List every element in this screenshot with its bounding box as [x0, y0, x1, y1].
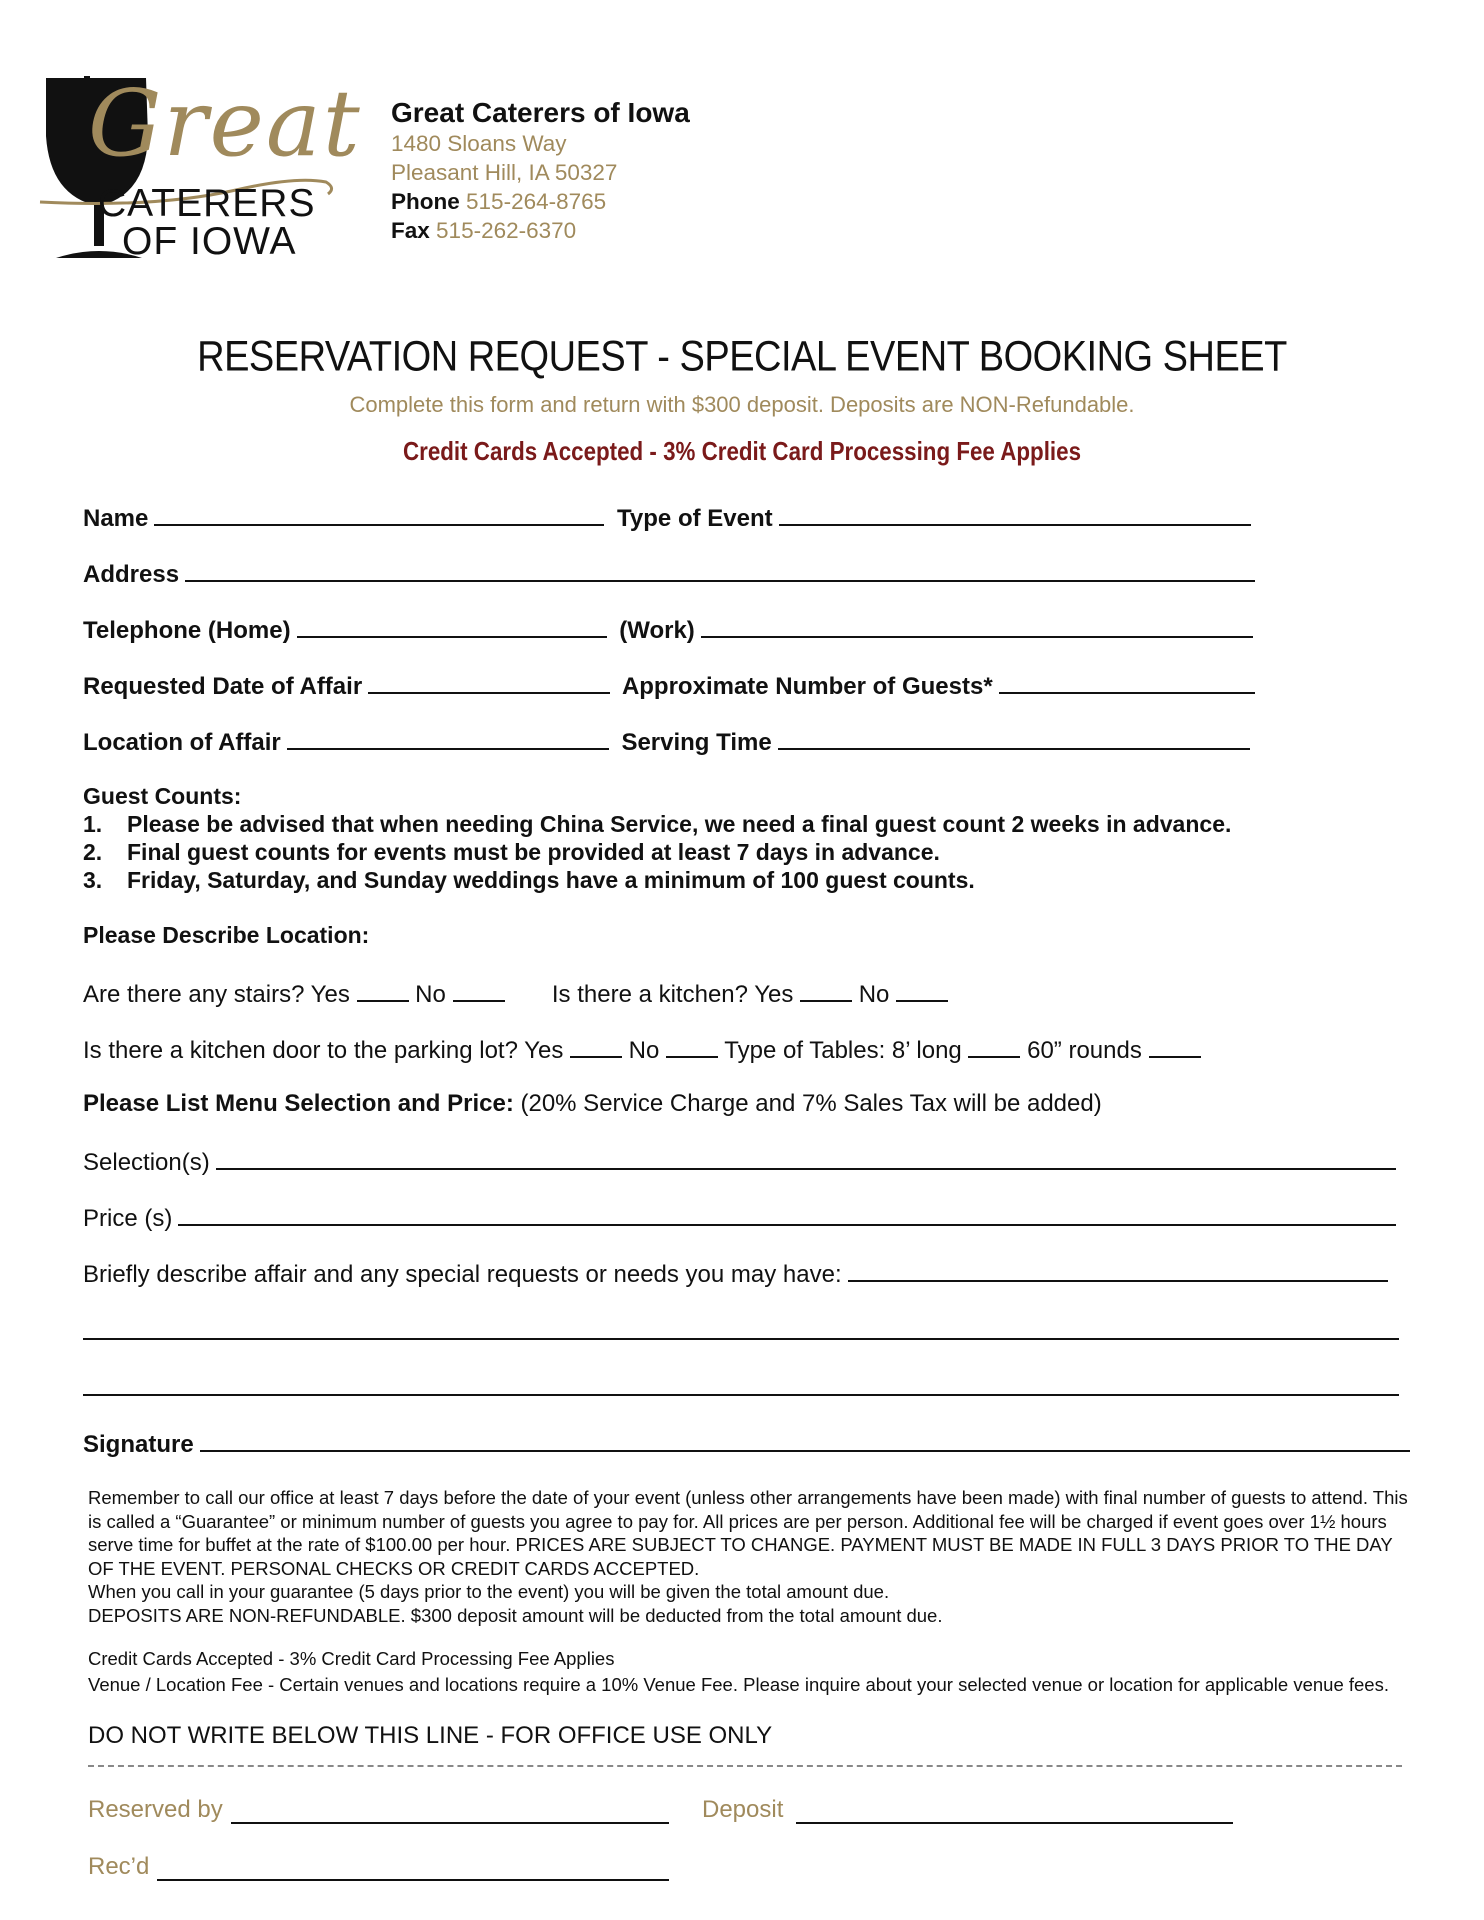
- list-item: [83, 838, 1231, 866]
- list-item: [83, 866, 1231, 894]
- row-signature: [83, 1428, 1410, 1459]
- telephone-home-label: Telephone (Home): [83, 617, 291, 644]
- signature-label: Signature: [83, 1431, 194, 1458]
- approx-guests-field[interactable]: [999, 670, 1255, 694]
- kitchen-no-field[interactable]: [896, 978, 948, 1002]
- describe-location-heading: Please Describe Location:: [83, 922, 370, 948]
- terms-block: [88, 1486, 1408, 1627]
- type-of-event-field[interactable]: [779, 502, 1251, 526]
- row-telephone: [83, 614, 1253, 645]
- row-date-guests: [83, 670, 1255, 701]
- terms-guarantee: Remember to call our office at least 7 days before the date of your event (unless other arrangements have been made) with final number of guests to attend. This is called a “Guarantee” or minimum number of guests you agree to pay for. All prices are per person. Additional fee will be charged if event goes over 1½ hours serve time for buffet at the rate of $100.00 per hour. PRICES ARE SUBJECT TO CHANGE. PAYMENT MUST BE MADE IN FULL 3 DAYS PRIOR TO THE DAY OF THE EVENT. PERSONAL CHECKS OR CREDIT CARDS ACCEPTED.: [88, 1487, 1408, 1579]
- stairs-no-field[interactable]: [453, 978, 505, 1002]
- stairs-yes-field[interactable]: [357, 978, 409, 1002]
- fees-venue: Venue / Location Fee - Certain venues and locations require a 10% Venue Fee. Please inquire about your selected venue or location for applicable venue fees.: [88, 1673, 1389, 1695]
- selection-label: Selection(s): [83, 1149, 210, 1176]
- describe-line-3[interactable]: [83, 1372, 1399, 1396]
- list-number: 1.: [83, 811, 103, 837]
- door-yes-field[interactable]: [570, 1034, 622, 1058]
- reserved-by-label: Reserved by: [88, 1796, 223, 1823]
- company-address-2: Pleasant Hill, IA 50327: [391, 160, 618, 185]
- terms-deposits: DEPOSITS ARE NON-REFUNDABLE. $300 deposit amount will be deducted from the total amount due.: [88, 1604, 943, 1626]
- kitchen-door-question: Is there a kitchen door to the parking lot? Yes: [83, 1037, 564, 1064]
- describe-line-2[interactable]: [83, 1316, 1399, 1340]
- guest-counts-heading: Guest Counts:: [83, 783, 242, 809]
- row-door-tables: [83, 1034, 1201, 1065]
- telephone-home-field[interactable]: [297, 614, 607, 638]
- form-subtitle: Complete this form and return with $300 deposit. Deposits are NON-Refundable.: [349, 392, 1135, 417]
- list-item-text: Friday, Saturday, and Sunday weddings have a minimum of 100 guest counts.: [127, 867, 975, 893]
- logo-of-iowa: OF IOWA: [122, 220, 297, 263]
- price-label: Price (s): [83, 1205, 173, 1232]
- row-selection: [83, 1146, 1396, 1177]
- reserved-by-field[interactable]: [231, 1800, 669, 1824]
- recd-field[interactable]: [157, 1857, 669, 1881]
- deposit-field[interactable]: [796, 1800, 1233, 1824]
- selection-field[interactable]: [216, 1146, 1396, 1170]
- name-label: Name: [83, 505, 149, 532]
- name-field[interactable]: [154, 502, 604, 526]
- list-number: 2.: [83, 839, 103, 865]
- row-address: [83, 558, 1255, 589]
- list-item-text: Final guest counts for events must be provided at least 7 days in advance.: [127, 839, 940, 865]
- door-no-label: No: [628, 1037, 660, 1064]
- tables-rounds-field[interactable]: [1149, 1034, 1201, 1058]
- kitchen-no-label: No: [858, 981, 890, 1008]
- rounds-label: 60” rounds: [1027, 1037, 1142, 1064]
- row-name: [83, 502, 1251, 533]
- company-fax: [391, 216, 690, 245]
- menu-note: (20% Service Charge and 7% Sales Tax will be added): [520, 1090, 1102, 1117]
- location-label: Location of Affair: [83, 729, 281, 756]
- credit-card-notice: Credit Cards Accepted - 3% Credit Card Processing Fee Applies: [402, 436, 1082, 466]
- stairs-no-label: No: [415, 981, 446, 1008]
- address-field[interactable]: [185, 558, 1255, 582]
- list-item: [83, 810, 1231, 838]
- phone-number: 515-264-8765: [466, 189, 607, 214]
- row-price: [83, 1202, 1396, 1233]
- guest-counts-section: [83, 782, 1231, 894]
- company-logo: [36, 70, 366, 266]
- row-stairs-kitchen: [83, 978, 948, 1009]
- address-label: Address: [83, 561, 180, 588]
- requested-date-field[interactable]: [368, 670, 610, 694]
- door-no-field[interactable]: [666, 1034, 718, 1058]
- row-describe: [83, 1258, 1388, 1289]
- stairs-question: Are there any stairs? Yes: [83, 981, 350, 1008]
- fees-block: [88, 1647, 1408, 1698]
- serving-time-label: Serving Time: [621, 729, 772, 756]
- list-item-text: Please be advised that when needing China Service, we need a final guest count 2 weeks in advance.: [127, 811, 1232, 837]
- describe-label: Briefly describe affair and any special requests or needs you may have:: [83, 1261, 842, 1288]
- row-menu-heading: [83, 1090, 1102, 1118]
- location-field[interactable]: [287, 726, 609, 750]
- row-location-serving: [83, 726, 1250, 757]
- approx-guests-label: Approximate Number of Guests*: [621, 673, 993, 700]
- logo-script-text: Great: [88, 70, 362, 177]
- work-label: (Work): [619, 617, 695, 644]
- form-title: RESERVATION REQUEST - SPECIAL EVENT BOOKING SHEET: [197, 333, 1287, 381]
- terms-guarantee-call: When you call in your guarantee (5 days prior to the event) you will be given the total amount due.: [88, 1581, 890, 1602]
- company-phone: [391, 187, 690, 216]
- type-of-event-label: Type of Event: [617, 505, 773, 532]
- list-number: 3.: [83, 867, 103, 893]
- price-field[interactable]: [178, 1202, 1396, 1226]
- menu-heading: Please List Menu Selection and Price:: [83, 1090, 514, 1117]
- tables-8ft-field[interactable]: [968, 1034, 1020, 1058]
- office-divider: [88, 1765, 1402, 1767]
- deposit-label: Deposit: [702, 1796, 784, 1823]
- fax-number: 515-262-6370: [436, 218, 577, 243]
- requested-date-label: Requested Date of Affair: [83, 673, 363, 700]
- logo-caterers: CATERERS: [98, 182, 316, 225]
- phone-label: Phone: [391, 189, 460, 214]
- fax-label: Fax: [391, 218, 430, 243]
- kitchen-question: Is there a kitchen? Yes: [551, 981, 794, 1008]
- recd-label: Rec’d: [88, 1853, 150, 1880]
- work-phone-field[interactable]: [701, 614, 1253, 638]
- signature-field[interactable]: [200, 1428, 1410, 1452]
- serving-time-field[interactable]: [778, 726, 1250, 750]
- company-address-1: 1480 Sloans Way: [391, 131, 567, 156]
- describe-field[interactable]: [848, 1258, 1388, 1282]
- company-info: [391, 98, 690, 245]
- kitchen-yes-field[interactable]: [800, 978, 852, 1002]
- tables-question: Type of Tables: 8’ long: [724, 1037, 962, 1064]
- office-use-heading: DO NOT WRITE BELOW THIS LINE - FOR OFFICE USE ONLY: [88, 1722, 773, 1749]
- company-name: Great Caterers of Iowa: [391, 97, 690, 128]
- fees-credit-cards: Credit Cards Accepted - 3% Credit Card Processing Fee Applies: [88, 1648, 615, 1669]
